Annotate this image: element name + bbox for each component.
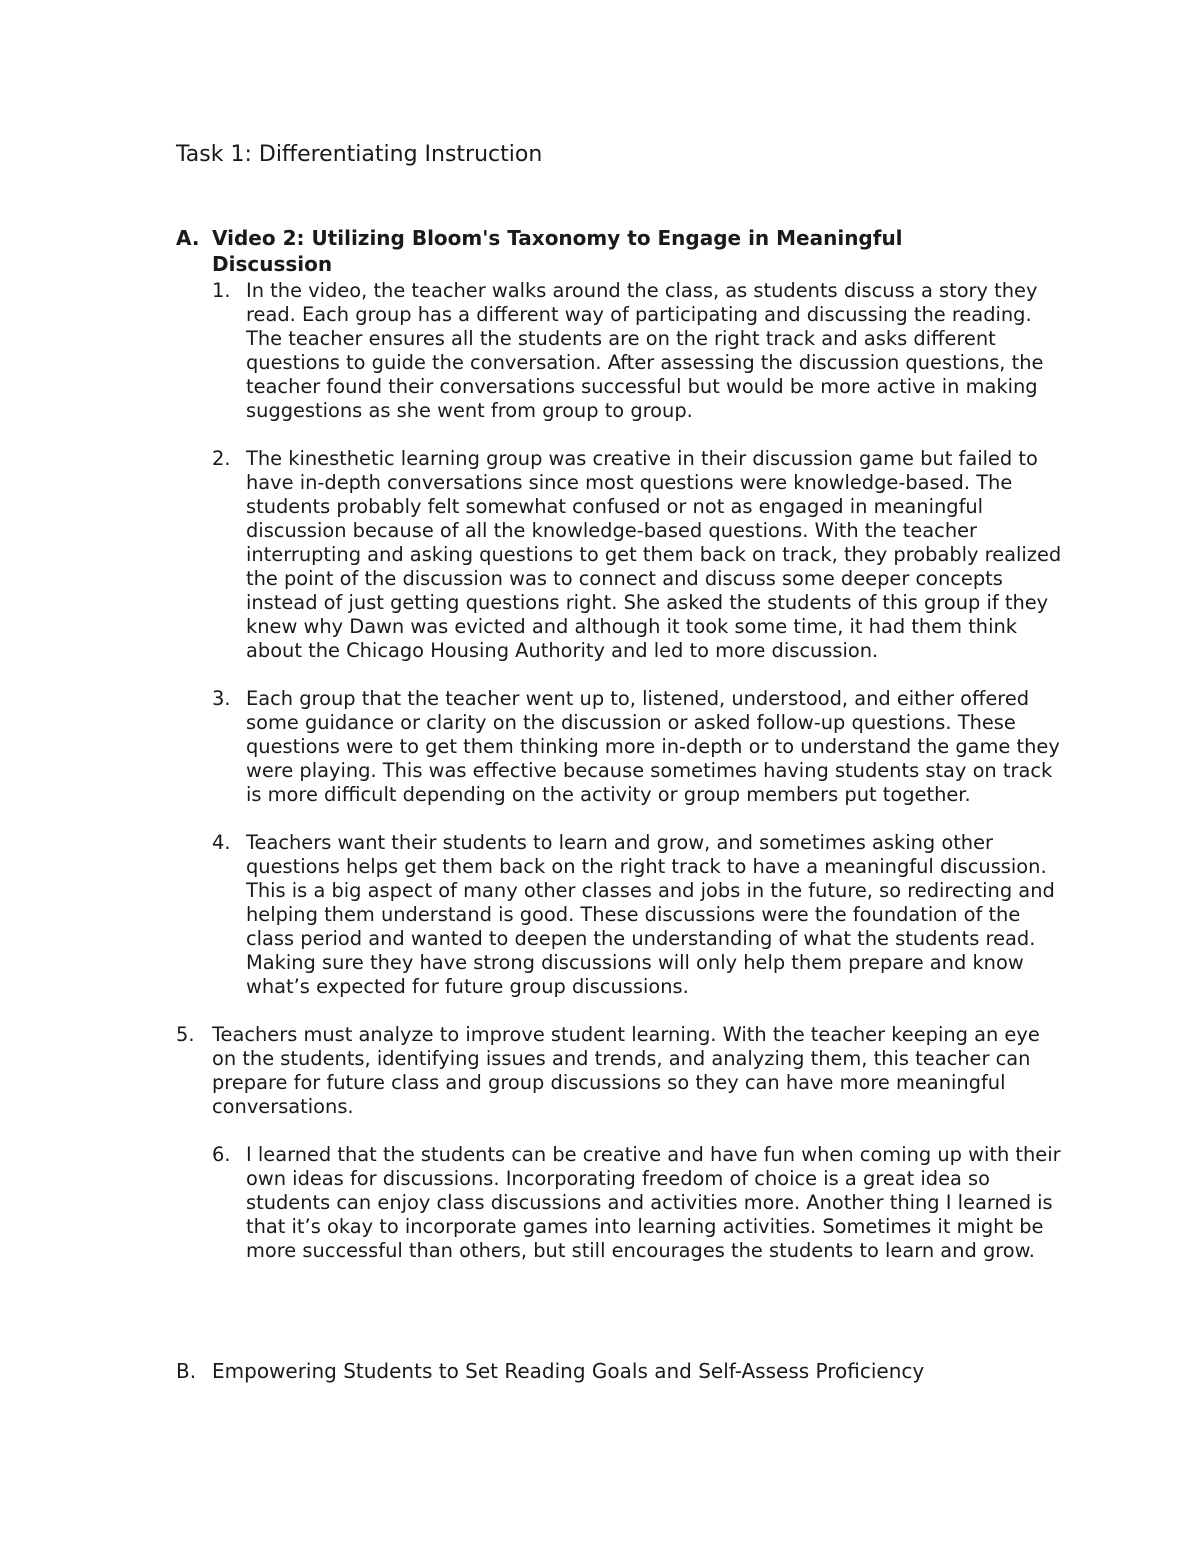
section-b-marker: B.	[176, 1359, 197, 1383]
list-item-text: Each group that the teacher went up to, listened, understood, and either offered some guidance or clarity on the discussion or asked follow-up questions. These questions were to get them thinking more in-depth or to understand the game they were playing. This was effective because sometimes having students stay on track is more difficult depending on the activity or group members put together.	[246, 687, 1060, 806]
section-b	[176, 1358, 924, 1384]
list-item-number: 6.	[212, 1143, 231, 1166]
section-a-list	[176, 279, 1076, 1263]
list-item-number: 3.	[212, 687, 231, 710]
list-item-number: 2.	[212, 447, 231, 470]
list-item-text: The kinesthetic learning group was creative in their discussion game but failed to have in-depth conversations since most questions were knowledge-based. The students probably felt somewhat confused or not as engaged in meaningful discussion because of all the knowledge-based questions. With the teacher interrupting and asking questions to get them back on track, they probably realized the point of the discussion was to connect and discuss some deeper concepts instead of just getting questions right. She asked the students of this group if they knew why Dawn was evicted and although it took some time, it had them think about the Chicago Housing Authority and led to more discussion.	[246, 447, 1062, 662]
section-b-heading: Empowering Students to Set Reading Goals and Self-Assess Proficiency	[212, 1359, 925, 1383]
section-a-heading-row	[176, 225, 1076, 277]
list-item-text: Teachers want their students to learn and grow, and sometimes asking other questions helps get them back on the right track to have a meaningful discussion. This is a big aspect of many other classes and jobs in the future, so redirecting and helping them understand is good. These discussions were the foundation of the class period and wanted to deepen the understanding of what the students read. Making sure they have strong discussions will only help them prepare and know what’s expected for future group discussions.	[246, 831, 1055, 998]
list-item-4	[212, 831, 1076, 999]
list-item-1	[212, 279, 1076, 423]
section-a-marker: A.	[176, 226, 200, 250]
list-item-6	[212, 1143, 1076, 1263]
section-a	[176, 225, 1076, 1287]
list-item-number: 1.	[212, 279, 231, 302]
list-item-3	[212, 687, 1076, 807]
section-a-heading: Video 2: Utilizing Bloom's Taxonomy to Engage in Meaningful Discussion	[212, 226, 903, 276]
list-item-number: 5.	[176, 1023, 195, 1046]
document-title: Task 1: Differentiating Instruction	[176, 142, 543, 167]
list-item-text: Teachers must analyze to improve student learning. With the teacher keeping an eye on the students, identifying issues and trends, and analyzing them, this teacher can prepare for future class and group discussions so they can have more meaningful conversations.	[212, 1023, 1040, 1118]
list-item-2	[212, 447, 1076, 663]
list-item-text: In the video, the teacher walks around the class, as students discuss a story they read. Each group has a different way of participating and discussing the reading. The teacher ensures all the students are on the right track and asks different questions to guide the conversation. After assessing the discussion questions, the teacher found their conversations successful but would be more active in making suggestions as she went from group to group.	[246, 279, 1044, 422]
list-item-number: 4.	[212, 831, 231, 854]
list-item-text: I learned that the students can be creative and have fun when coming up with their own ideas for discussions. Incorporating freedom of choice is a great idea so students can enjoy class discussions and activities more. Another thing I learned is that it’s okay to incorporate games into learning activities. Sometimes it might be more successful than others, but still encourages the students to learn and grow.	[246, 1143, 1061, 1262]
list-item-5	[176, 1023, 1076, 1119]
